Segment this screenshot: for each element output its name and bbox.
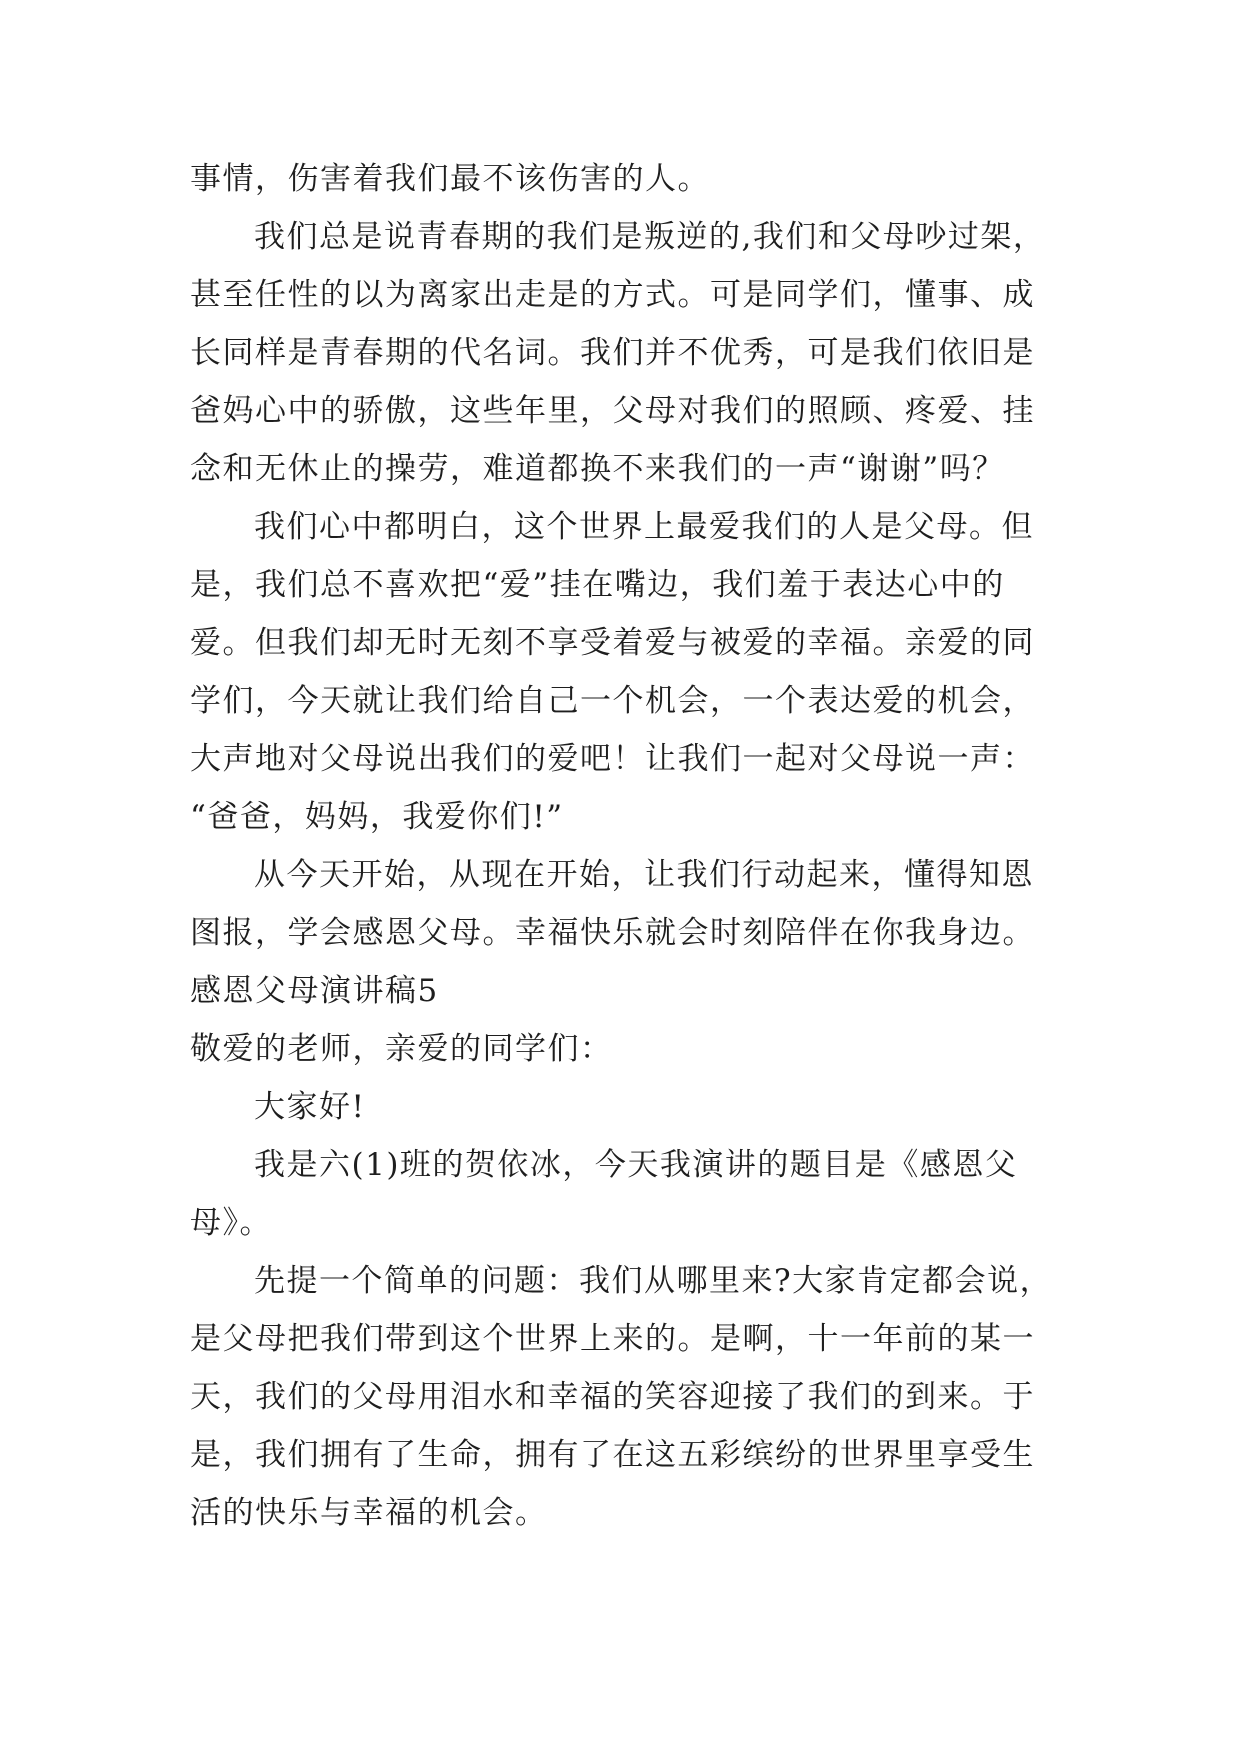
section-heading: 感恩父母演讲稿5: [190, 973, 439, 1009]
text-line: 念和无休止的操劳，难道都换不来我们的一声“谢谢”吗？: [190, 451, 1005, 487]
text-line: 活的快乐与幸福的机会。: [190, 1495, 548, 1531]
text-line: 学们，今天就让我们给自己一个机会，一个表达爱的机会，: [190, 683, 1035, 719]
text-line: 图报，学会感恩父母。幸福快乐就会时刻陪伴在你我身边。: [190, 915, 1035, 951]
document-body: [190, 150, 1070, 1542]
text-line: 天，我们的父母用泪水和幸福的笑容迎接了我们的到来。于: [190, 1379, 1035, 1415]
text-line: 是，我们总不喜欢把“爱”挂在嘴边，我们羞于表达心中的: [190, 567, 1005, 603]
text-line: 爱。但我们却无时无刻不享受着爱与被爱的幸福。亲爱的同: [190, 625, 1035, 661]
salutation: 敬爱的老师，亲爱的同学们：: [190, 1031, 613, 1067]
text-line: 是，我们拥有了生命，拥有了在这五彩缤纷的世界里享受生: [190, 1437, 1035, 1473]
text-line: 从今天开始，从现在开始，让我们行动起来，懂得知恩: [254, 857, 1034, 893]
text-line: 甚至任性的以为离家出走是的方式。可是同学们，懂事、成: [190, 277, 1035, 313]
text-line: 我是六(1)班的贺依冰，今天我演讲的题目是《感恩父: [254, 1147, 1018, 1183]
text-line: 是父母把我们带到这个世界上来的。是啊，十一年前的某一: [190, 1321, 1035, 1357]
text-line: 爸妈心中的骄傲，这些年里，父母对我们的照顾、疼爱、挂: [190, 393, 1035, 429]
text-line: 我们总是说青春期的我们是叛逆的,我们和父母吵过架，: [254, 219, 1046, 255]
text-line: 先提一个简单的问题：我们从哪里来?大家肯定都会说，: [254, 1263, 1053, 1299]
text-line: 大声地对父母说出我们的爱吧！让我们一起对父母说一声：: [190, 741, 1035, 777]
text-line: “爸爸，妈妈，我爱你们!”: [190, 799, 564, 835]
text-line: 事情，伤害着我们最不该伤害的人。: [190, 161, 710, 197]
text-line: 长同样是青春期的代名词。我们并不优秀，可是我们依旧是: [190, 335, 1035, 371]
text-line: 母》。: [190, 1205, 272, 1241]
greeting: 大家好!: [254, 1089, 366, 1125]
text-line: 我们心中都明白，这个世界上最爱我们的人是父母。但: [254, 509, 1034, 545]
